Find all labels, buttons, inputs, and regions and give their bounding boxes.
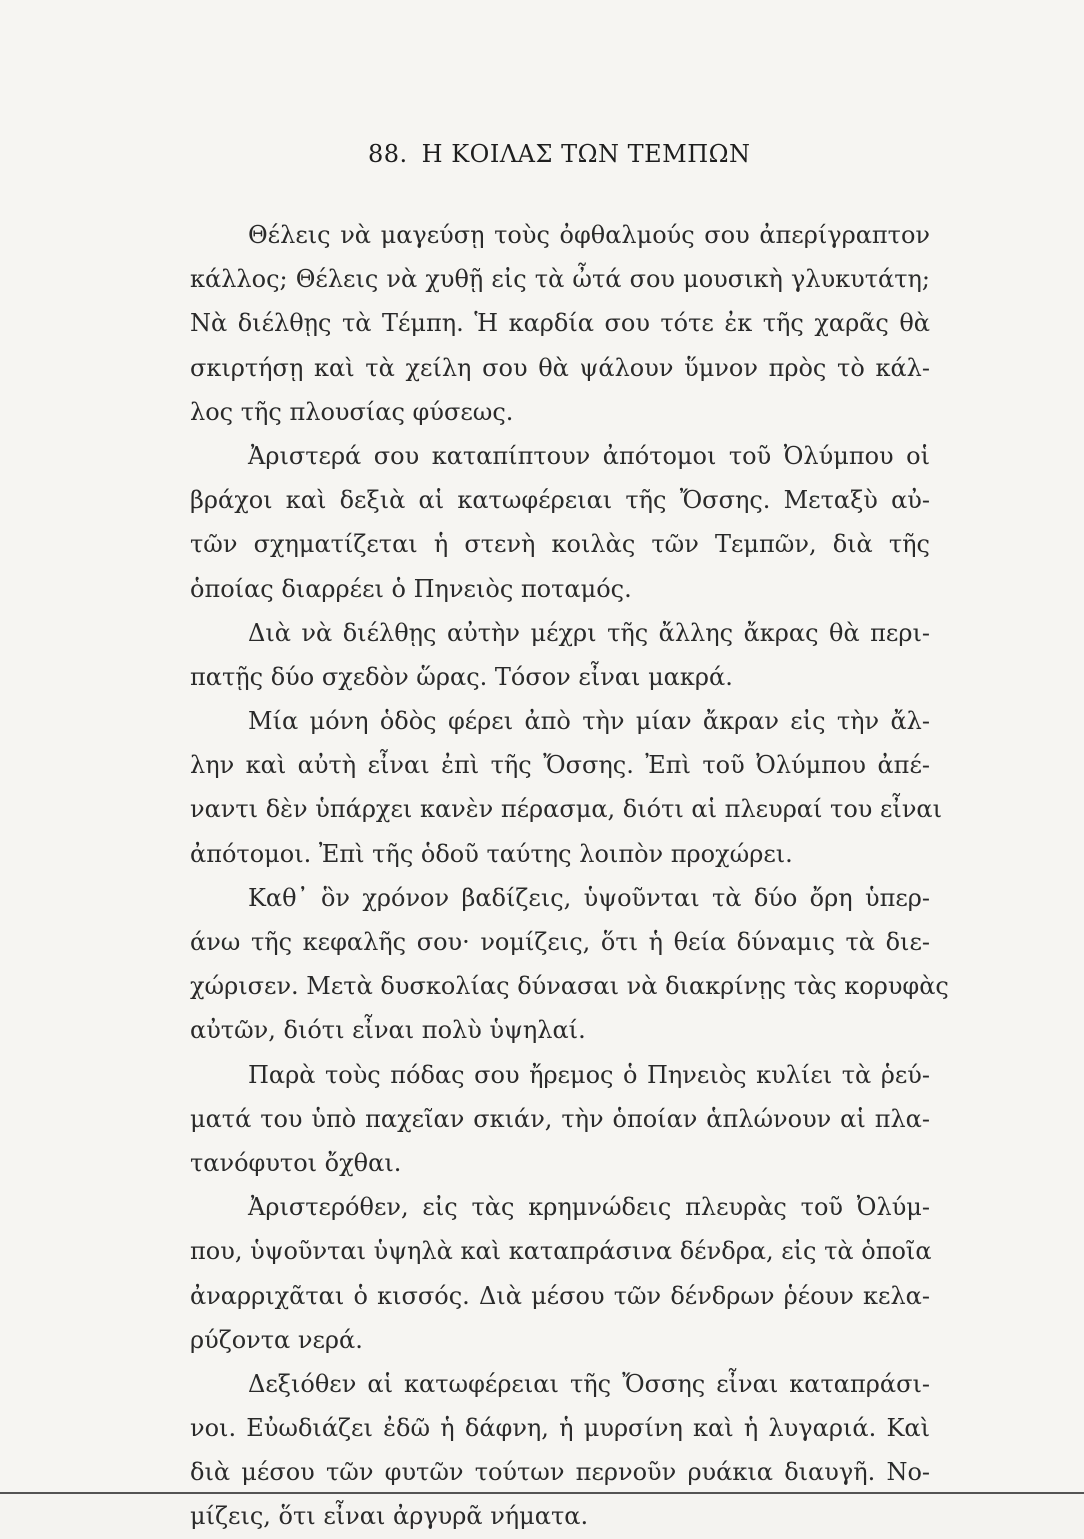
text-line: χώρισεν. Μετὰ δυσκολίας δύνασαι νὰ διακρίνῃς τὰς κορυφὰς xyxy=(190,972,949,1001)
text-line: ρύζοντα νερά. xyxy=(190,1325,363,1354)
text-line: διὰ μέσου τῶν φυτῶν τούτων περνοῦν ρυάκια διαυγῆ. Νο- xyxy=(190,1458,930,1487)
text-line: ἀναρριχᾶται ὁ κισσός. Διὰ μέσου τῶν δένδρων ῥέουν κελα- xyxy=(190,1281,930,1310)
text-line: πατῇς δύο σχεδὸν ὥρας. Τόσον εἶναι μακρά. xyxy=(190,662,733,691)
text-line: Παρὰ τοὺς πόδας σου ἤρεμος ὁ Πηνειὸς κυλίει τὰ ῥεύ- xyxy=(248,1060,930,1089)
text-line: κάλλος; Θέλεις νὰ χυθῇ εἰς τὰ ὦτά σου μουσικὴ γλυκυτάτη; xyxy=(190,265,930,294)
chapter-title: Η ΚΟΙΛΑΣ ΤΩΝ ΤΕΜΠΩΝ xyxy=(421,140,751,168)
text-line: Ἀριστερά σου καταπίπτουν ἀπότομοι τοῦ Ὀλύμπου οἱ xyxy=(248,441,930,470)
text-line: βράχοι καὶ δεξιὰ αἱ κατωφέρειαι τῆς Ὄσσης. Μεταξὺ αὐ- xyxy=(190,486,930,515)
text-line: ὁποίας διαρρέει ὁ Πηνειὸς ποταμός. xyxy=(190,574,632,603)
text-line: Καθ᾽ ὃν χρόνον βαδίζεις, ὑψοῦνται τὰ δύο ὄρη ὑπερ- xyxy=(248,883,930,912)
text-line: λος τῆς πλουσίας φύσεως. xyxy=(190,397,514,426)
text-line: λην καὶ αὐτὴ εἶναι ἐπὶ τῆς Ὄσσης. Ἐπὶ τοῦ Ὀλύμπου ἀπέ- xyxy=(190,751,930,780)
text-line: άνω τῆς κεφαλῆς σου· νομίζεις, ὅτι ἡ θεία δύναμις τὰ διε- xyxy=(190,928,930,956)
chapter-heading xyxy=(368,140,751,168)
text-line: τανόφυτοι ὄχθαι. xyxy=(190,1148,402,1177)
text-line: Νὰ διέλθῃς τὰ Τέμπη. Ἡ καρδία σου τότε ἐκ τῆς χαρᾶς θὰ xyxy=(190,309,930,338)
text-line: σκιρτήσῃ καὶ τὰ χείλη σου θὰ ψάλουν ὕμνον πρὸς τὸ κάλ- xyxy=(190,353,930,382)
text-line: νοι. Εὐωδιάζει ἐδῶ ἡ δάφνη, ἡ μυρσίνη καὶ ἡ λυγαριά. Καὶ xyxy=(190,1414,930,1443)
text-line: τῶν σχηματίζεται ἡ στενὴ κοιλὰς τῶν Τεμπῶν, διὰ τῆς xyxy=(190,530,930,559)
scan-edge-line xyxy=(0,1492,1084,1494)
text-line: Θέλεις νὰ μαγεύσῃ τοὺς ὀφθαλμούς σου ἀπερίγραπτον xyxy=(248,221,930,249)
body-text xyxy=(190,213,949,1539)
text-line: που, ὑψοῦνται ὑψηλὰ καὶ καταπράσινα δένδρα, εἰς τὰ ὁποῖα xyxy=(190,1237,932,1266)
text-line: Μία μόνη ὁδὸς φέρει ἀπὸ τὴν μίαν ἄκραν εἰς τὴν ἄλ- xyxy=(248,707,930,736)
text-line: Δεξιόθεν αἱ κατωφέρειαι τῆς Ὄσσης εἶναι καταπράσι- xyxy=(248,1369,930,1398)
chapter-number: 88. xyxy=(368,140,408,168)
text-line: Ἀριστερόθεν, εἰς τὰς κρημνώδεις πλευρὰς τοῦ Ὀλύμ- xyxy=(248,1193,930,1222)
text-line: Διὰ νὰ διέλθῃς αὐτὴν μέχρι τῆς ἄλλης ἄκρας θὰ περι- xyxy=(248,618,930,647)
text-line: ματά του ὑπὸ παχεῖαν σκιάν, τὴν ὁποίαν ἁπλώνουν αἱ πλα- xyxy=(190,1104,930,1133)
text-line: αὐτῶν, διότι εἶναι πολὺ ὑψηλαί. xyxy=(190,1016,586,1045)
text-line: ναντι δὲν ὑπάρχει κανὲν πέρασμα, διότι αἱ πλευραί του εἶναι xyxy=(190,795,943,824)
text-line: μίζεις, ὅτι εἶναι ἀργυρᾶ νήματα. xyxy=(190,1502,589,1531)
text-line: ἀπότομοι. Ἐπὶ τῆς ὁδοῦ ταύτης λοιπὸν προχώρει. xyxy=(190,839,793,868)
